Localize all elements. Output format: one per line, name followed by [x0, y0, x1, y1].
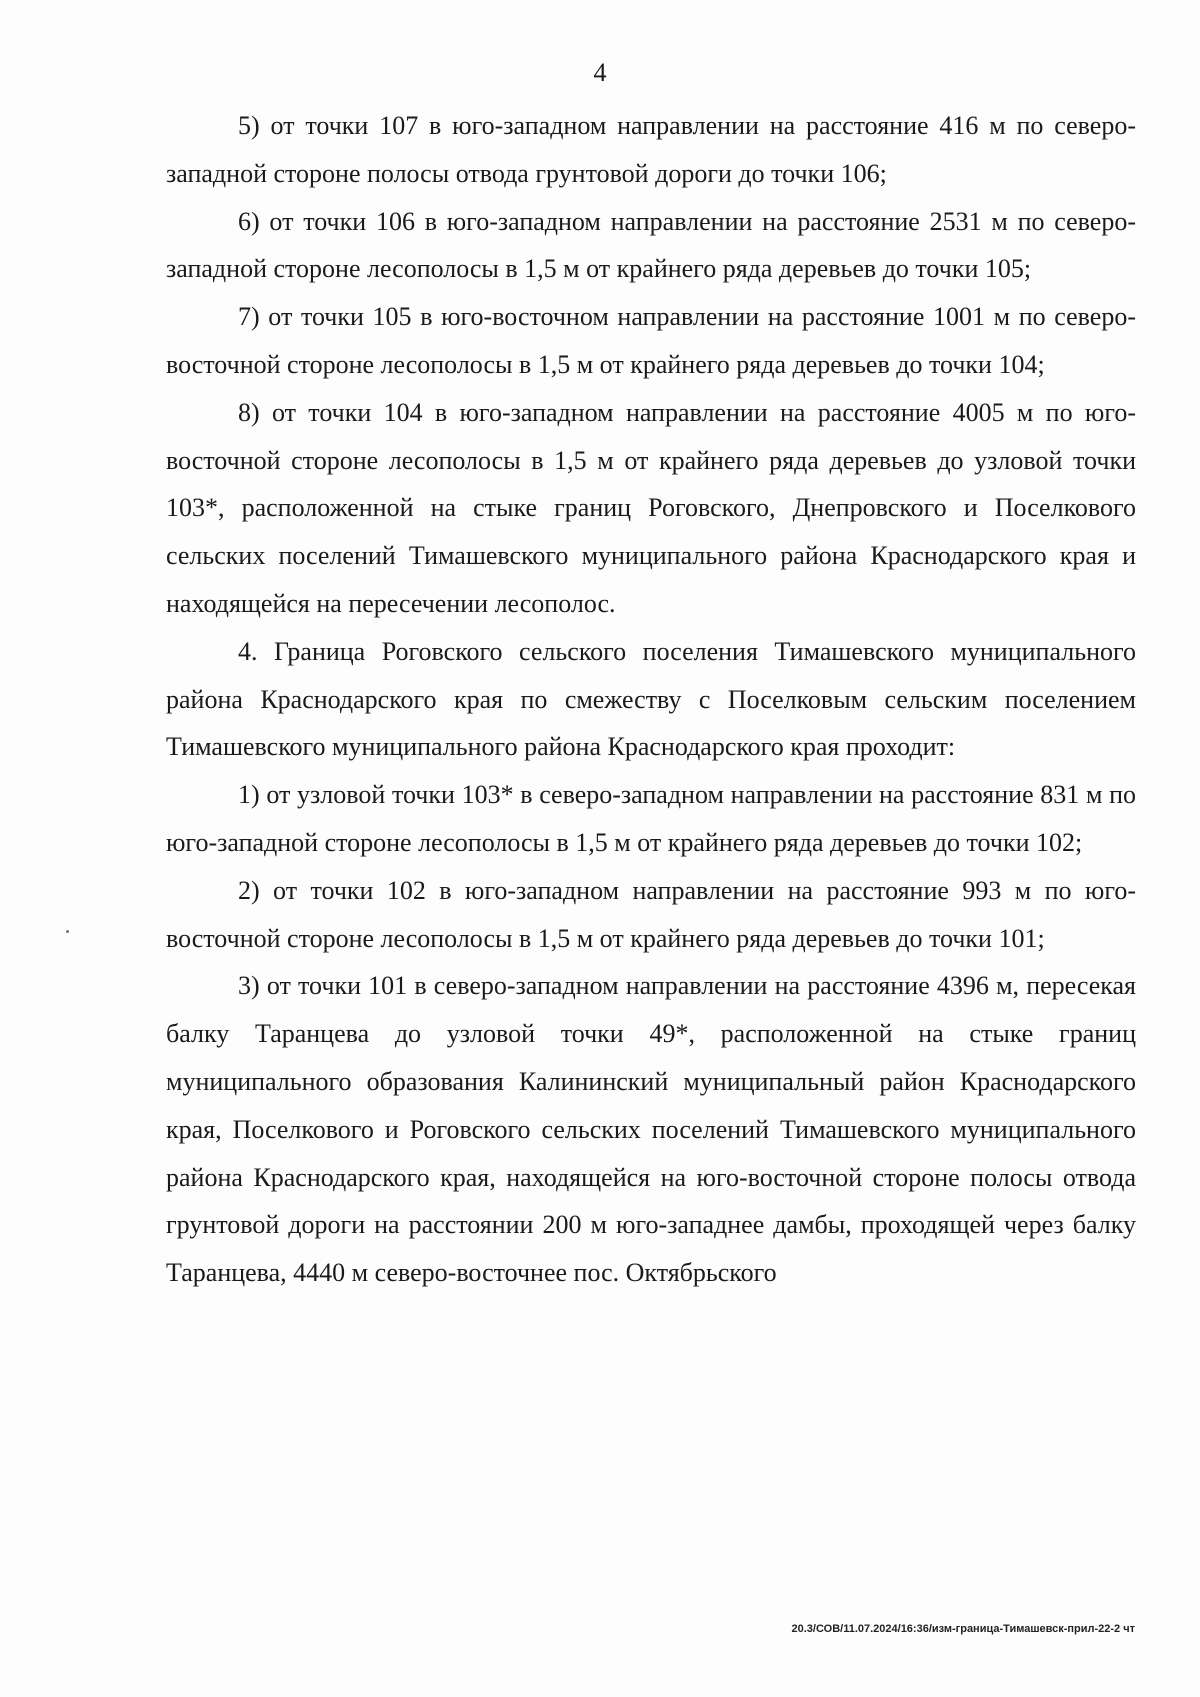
paragraph-item-5: 5) от точки 107 в юго-западном направлении на расстояние 416 м по северо-западной стороне полосы отвода грунтовой дороги до точки 106;: [166, 111, 1136, 188]
document-body: [166, 102, 1136, 1297]
paragraph-item-3: 3) от точки 101 в северо-западном направлении на расстояние 4396 м, пересекая балку Таранцева до узловой точки 49*, расположенной на стыке границ муниципального образования Калининский муниципальный район Краснодарского края, Поселкового и Роговского сельских поселений Тимашевского муниципального района Краснодарского края, находящейся на юго-восточной стороне полосы отвода грунтовой дороги на расстоянии 200 м юго-западнее дамбы, проходящей через балку Таранцева, 4440 м северо-восточнее пос. Октябрьского: [166, 971, 1136, 1288]
paragraph-item-7: 7) от точки 105 в юго-восточном направлении на расстояние 1001 м по северо-восточной стороне лесополосы в 1,5 м от крайнего ряда деревьев до точки 104;: [166, 302, 1136, 379]
scan-speck: [66, 930, 69, 933]
footer-document-code: 20.3/СОВ/11.07.2024/16:36/изм-граница-Тимашевск-прил-22-2 чт: [791, 1623, 1135, 1635]
paragraph-item-2: 2) от точки 102 в юго-западном направлении на расстояние 993 м по юго-восточной стороне лесополосы в 1,5 м от крайнего ряда деревьев до точки 101;: [166, 875, 1136, 953]
paragraph-item-1: 1) от узловой точки 103* в северо-западном направлении на расстояние 831 м по юго-западной стороне лесополосы в 1,5 м от крайнего ряда деревьев до точки 102;: [166, 780, 1136, 857]
paragraph-section-4: 4. Граница Роговского сельского поселения Тимашевского муниципального района Краснодарского края по смежеству с Поселковым сельским поселением Тимашевского муниципального района Краснодарского края проходит:: [166, 636, 1136, 762]
paragraph-item-6: 6) от точки 106 в юго-западном направлении на расстояние 2531 м по северо-западной стороне лесополосы в 1,5 м от крайнего ряда деревьев до точки 105;: [166, 206, 1136, 284]
page-number: 4: [593, 58, 607, 87]
paragraph-item-8: 8) от точки 104 в юго-западном направлении на расстояние 4005 м по юго-восточной стороне лесополосы в 1,5 м от крайнего ряда деревьев до узловой точки 103*, расположенной на стыке границ Роговского, Днепровского и Поселкового сельских поселений Тимашевского муниципального района Краснодарского края и находящейся на пересечении лесополос.: [166, 397, 1136, 618]
